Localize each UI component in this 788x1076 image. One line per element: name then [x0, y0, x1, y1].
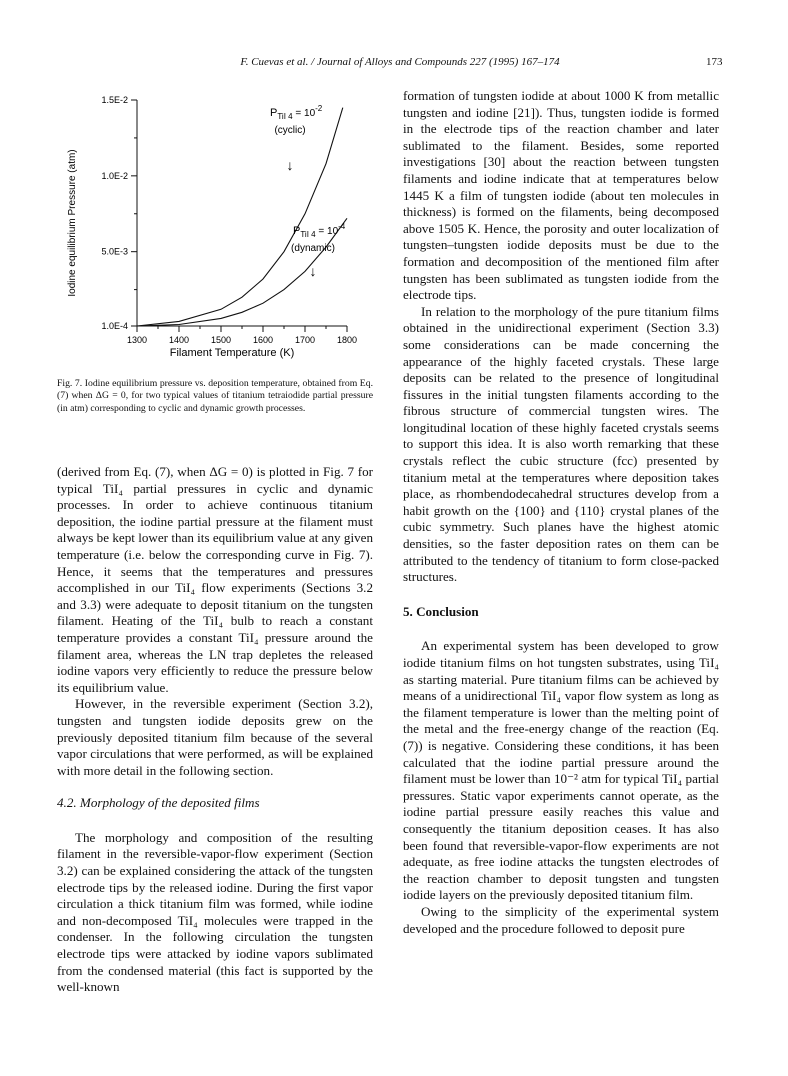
right-paragraph-4: Owing to the simplicity of the experimental system developed and the procedure followed to deposit pure [403, 903, 719, 936]
right-column [403, 88, 719, 937]
y-tick-label: 5.0E-3 [101, 246, 128, 257]
right-paragraph-3: An experimental system has been developed to grow iodide titanium films on hot tungsten substrates, using TiI₄ as starting material. Pure titanium films can be achieved by means of a unidirectional TiI₄ vapor flow system as long as the filament temperature is lower than the melting point of the metal and the free-energy change of the reaction (Eq. (7)) is negative. Considering these conditions, it has been calculated that the iodine partial pressure around the filament must be lower than 10⁻² atm for typical TiI₄ partial pressures. Static vapor experiments cannot operate, as the iodine partial pressure easily reaches this value and consequently the titanium deposition ceases. It has also been found that reversible-vapor-flow experiments are not adequate, as free iodine attacks the tungsten electrodes of the reaction chamber to deposit tungsten and tungsten iodide layers on the previously deposited titanium film. [403, 638, 719, 903]
series-arrow-1: ↓ [286, 157, 294, 173]
x-tick-label: 1700 [294, 335, 316, 345]
left-column [57, 464, 373, 996]
x-tick-label: 1400 [168, 335, 190, 345]
x-tick-label: 1600 [252, 335, 274, 345]
series-arrow-2: ↓ [309, 263, 317, 279]
y-tick-label: 1.5E-2 [101, 95, 128, 105]
x-axis-label: Filament Temperature (K) [169, 347, 295, 359]
series-label-2: $P_{TiI 4} = 10^{-4}$ [293, 222, 346, 239]
y-axis-label: Iodine equilibrium Pressure (atm) [67, 149, 78, 297]
right-paragraph-2: In relation to the morphology of the pure titanium films obtained in the unidirectional experiment (Section 3.3) some considerations can be made concerning the appearance of the highly faceted crystals. These large deposits can be related to the presence of longitudinal fissures in the initial tungsten filaments according to the fibrous structure of commercial tungsten wires. The longitudinal location of these highly faceted crystals seems to support this idea. It is also worth remarking that these crystals reflect the cubic structure (fcc) presented by titanium metal at the temperatures where deposition takes place, as rhombendodecahedral structures develop from a habit growth on the {100} and {110} crystal planes of the cubic symmetry. Such planes have the highest atomic densities, so the faster deposition rates on them can be attributed to the tendency of titanium to form close-packed structures. [403, 303, 719, 585]
figure-7-chart [57, 88, 373, 370]
series-mode-label-1: (cyclic) [274, 125, 306, 136]
running-head: F. Cuevas et al. / Journal of Alloys and Compounds 227 (1995) 167–174 [240, 56, 560, 68]
figure-caption [57, 378, 373, 415]
section-heading-4-2: 4.2. Morphology of the deposited films [57, 795, 260, 811]
series-line-1 [137, 108, 343, 326]
section-heading-5: 5. Conclusion [403, 603, 479, 619]
x-tick-label: 1500 [210, 335, 232, 345]
left-paragraph-3: The morphology and composition of the resulting filament in the reversible-vapor-flow experiment (Section 3.2) can be explained considering the attack of the tungsten electrode tips by the released iodine. During the first vapor circulation a thick titanium film was formed, while iodine and non-decomposed TiI₄ molecules were trapped in the condenser. In the following circulation the tungsten electrode tips were attacked by iodine vapors sublimated from the condensed material (this fact is supported by the well-known [57, 829, 373, 995]
left-paragraph-2: However, in the reversible experiment (Section 3.2), tungsten and tungsten iodide deposits grew on the previously deposited titanium film because of the several vapor circulations that were performed, as will be explained with more detail in the following section. [57, 696, 373, 778]
figure-caption-text: Fig. 7. Iodine equilibrium pressure vs. deposition temperature, obtained from Eq. (7) when ΔG = 0, for two typical values of titanium tetraiodide partial pressure (in atm) corresponding to cyclic and dynamic growth processes. [57, 378, 373, 414]
series-label-1: $P_{TiI 4} = 10^{-2}$ [270, 104, 323, 121]
series-mode-label-2: (dynamic) [291, 243, 335, 254]
left-paragraph-1: (derived from Eq. (7), when ΔG = 0) is plotted in Fig. 7 for typical TiI₄ partial pressures in cyclic and dynamic processes. In order to achieve continuous titanium deposition, the iodine partial pressure at the filament must always be kept lower than its equilibrium value at any given temperature (i.e. below the corresponding curve in Fig. 7). Hence, it seems that the temperatures and pressures accomplished in our TiI₄ flow experiments (Sections 3.2 and 3.3) were adequate to deposit titanium on the tungsten filament. Heating of the TiI₄ bulb to reach a constant temperature provides a constant TiI₄ pressure around the filament area, whereas the LN trap depletes the released iodine vapors very efficiently to reduce the pressure below its equilibrium value. [57, 464, 373, 695]
x-tick-label: 1300 [126, 335, 148, 345]
y-tick-label: 1.0E-2 [101, 170, 128, 181]
page-number: 173 [706, 56, 723, 68]
right-paragraph-1: formation of tungsten iodide at about 1000 K from metallic tungsten and iodine [21]). Thus, tungsten iodide is formed in the electrode tips of the reaction chamber and later sublimated to the filament. Besides, some reported investigations [30] about the reaction between tungsten filaments and iodine indicate that at temperatures below 1445 K a film of tungsten iodide (about ten molecules in thickness) is formed on the filaments, being decomposed above 1505 K. Hence, the porosity and outer localization of tungsten–tungsten iodide deposits must be due to the formation and decomposition of the mentioned film after tungsten has been sublimated as tungsten iodide from the electrode tips. [403, 88, 719, 303]
x-tick-label: 1800 [336, 335, 358, 345]
y-tick-label: 1.0E-4 [101, 321, 128, 331]
